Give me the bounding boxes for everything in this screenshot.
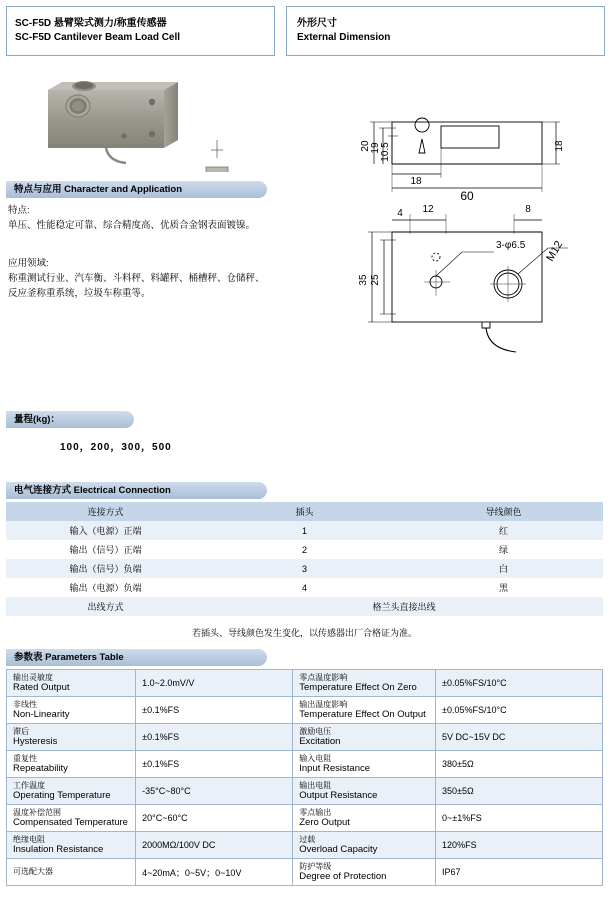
application-title: 应用领域: [8,258,49,269]
table-row [7,832,603,859]
param-label-cn: 非线性 [13,700,37,709]
param-label-cn: 绝缘电阻 [13,835,45,844]
table-row [6,521,603,540]
param-value-left: 20°C~60°C [136,805,293,832]
feature-section-header: 特点与应用 Character and Application [6,181,267,198]
param-label-en: Insulation Resistance [13,843,104,855]
dim-18-top: 18 [410,176,422,187]
param-label-right [293,751,436,778]
param-value-right: 5V DC~15V DC [436,724,603,751]
product-photo [6,62,273,172]
param-label-en: Non-Linearity [13,708,70,720]
param-label-cn: 工作温度 [13,781,45,790]
param-label-left [7,832,136,859]
param-label-cn: 输出电阻 [299,781,332,790]
param-label-cn: 零点输出 [299,808,332,817]
conn-header-color: 导线颜色 [485,507,522,517]
param-label-cn: 滞后 [13,727,29,736]
param-label-en: Operating Temperature [13,789,111,801]
param-label-en: Output Resistance [299,789,378,801]
param-label-right [293,724,436,751]
param-label-left [7,859,136,886]
dimension-title-en: External Dimension [297,32,391,43]
connection-section-header: 电气连接方式 Electrical Connection [6,482,267,499]
param-value-left: -35°C~80°C [136,778,293,805]
dim-20: 20 [360,140,371,152]
range-section-header: 量程(kg)： [6,411,134,428]
param-label-cn: 过载 [299,835,316,844]
dim-3-phi-6-5: 3-φ6.5 [496,240,526,251]
param-value-right: ±0.05%FS/10°C [436,670,603,697]
param-label-right [293,859,436,886]
parameters-table [6,669,603,886]
param-label-left [7,670,136,697]
param-value-left: 1.0~2.0mV/V [136,670,293,697]
param-value-right: 120%FS [436,832,603,859]
param-value-left: ±0.1%FS [136,697,293,724]
param-value-left: ±0.1%FS [136,751,293,778]
param-label-cn: 零点温度影响 [299,673,348,682]
table-row [7,670,603,697]
param-value-left: 2000MΩ/100V DC [136,832,293,859]
conn-outlet-label: 出线方式 [87,602,124,612]
param-label-right [293,805,436,832]
dim-19: 19 [370,142,381,154]
param-label-en: Hysteresis [13,735,58,747]
param-label-left [7,724,136,751]
param-label-en: Input Resistance [299,762,371,774]
table-row [6,540,603,559]
conn-cell-plug: 4 [302,582,308,593]
dim-10-5: 10.5 [380,142,391,162]
param-value-right: 350±5Ω [436,778,603,805]
conn-cell-method: 输出（信号）负端 [69,564,142,574]
dim-25: 25 [370,274,381,286]
param-label-left [7,697,136,724]
dim-60: 60 [460,189,474,203]
conn-header-method: 连接方式 [87,507,124,517]
param-label-left [7,751,136,778]
table-row [7,724,603,751]
param-value-right: ±0.05%FS/10°C [436,697,603,724]
dim-12: 12 [422,204,434,215]
param-label-en: Degree of Protection [299,870,387,882]
product-title-en: SC-F5D Cantilever Beam Load Cell [15,32,181,43]
table-row [7,751,603,778]
param-label-cn: 输入电阻 [299,754,332,763]
table-row [7,697,603,724]
range-values: 100，200，300，500 [60,442,172,453]
table-row [7,778,603,805]
application-description: 称重测试行业、汽车衡、斗料秤、料罐秤、桶槽秤、仓储秤、反应釜称重系统，垃圾车称重等。 [8,273,265,299]
table-row [7,805,603,832]
param-label-right [293,697,436,724]
param-label-left [7,805,136,832]
param-label-cn: 温度补偿范围 [13,808,61,817]
product-title-box [6,6,275,56]
feature-description: 单压、性能稳定可靠、综合精度高、优质合金钢表面镀镍。 [8,220,256,231]
conn-cell-color: 白 [499,564,509,574]
conn-cell-method: 输入（电源）正端 [69,526,142,536]
connection-note: 若插头、导线颜色发生变化，以传感器出厂合格证为准。 [191,628,417,638]
param-label-en: Overload Capacity [299,843,378,855]
dimension-title-cn: 外形尺寸 [297,18,337,29]
feature-title: 特点: [8,205,30,216]
param-label-right [293,778,436,805]
dim-18-right: 18 [554,140,565,152]
param-label-left [7,778,136,805]
param-value-right: IP67 [436,859,603,886]
param-label-en: Temperature Effect On Output [299,708,426,720]
param-label-en: Compensated Temperature [13,816,128,828]
conn-cell-plug: 2 [302,544,308,555]
dim-m12: M12 [544,238,566,264]
param-label-cn: 输出温度影响 [299,700,348,709]
conn-header-plug: 插头 [295,507,314,517]
param-value-right: 0~±1%FS [436,805,603,832]
technical-drawing [286,62,603,362]
param-label-cn: 可选配大器 [13,867,53,877]
param-label-right [293,670,436,697]
dim-35: 35 [358,274,369,286]
dimension-title-box [286,6,605,56]
conn-cell-color: 黑 [499,583,509,593]
connection-table [6,502,603,616]
param-label-cn: 防护等级 [299,862,332,871]
param-value-left: ±0.1%FS [136,724,293,751]
table-row [7,859,603,886]
table-row-outlet [6,597,603,616]
parameters-section-header: 参数表 Parameters Table [6,649,267,666]
table-row [6,559,603,578]
param-label-cn: 激励电压 [299,727,332,736]
conn-cell-plug: 3 [302,563,308,574]
param-value-left: 4~20mA；0~5V；0~10V [136,859,293,886]
connection-table-header [6,502,603,521]
conn-cell-color: 绿 [499,545,509,555]
dim-8: 8 [525,204,531,215]
param-label-cn: 输出灵敏度 [13,673,53,682]
conn-cell-color: 红 [499,526,509,536]
param-label-en: Repeatability [13,762,68,774]
product-title-cn: SC-F5D 悬臂梁式测力/称重传感器 [15,18,167,29]
param-label-en: Rated Output [13,681,70,693]
conn-cell-method: 输出（信号）正端 [69,545,142,555]
param-label-en: Zero Output [299,816,350,828]
conn-cell-method: 输出（电源）负端 [69,583,142,593]
table-row [6,578,603,597]
dim-4: 4 [397,208,403,219]
param-value-right: 380±5Ω [436,751,603,778]
application-text-block [8,256,270,301]
conn-cell-plug: 1 [302,525,308,536]
param-label-cn: 重复性 [13,754,37,763]
param-label-right [293,832,436,859]
param-label-en: Temperature Effect On Zero [299,681,417,693]
feature-text-block [8,203,270,233]
param-label-en: Excitation [299,735,341,747]
conn-outlet-value: 格兰头直接出线 [372,602,436,612]
